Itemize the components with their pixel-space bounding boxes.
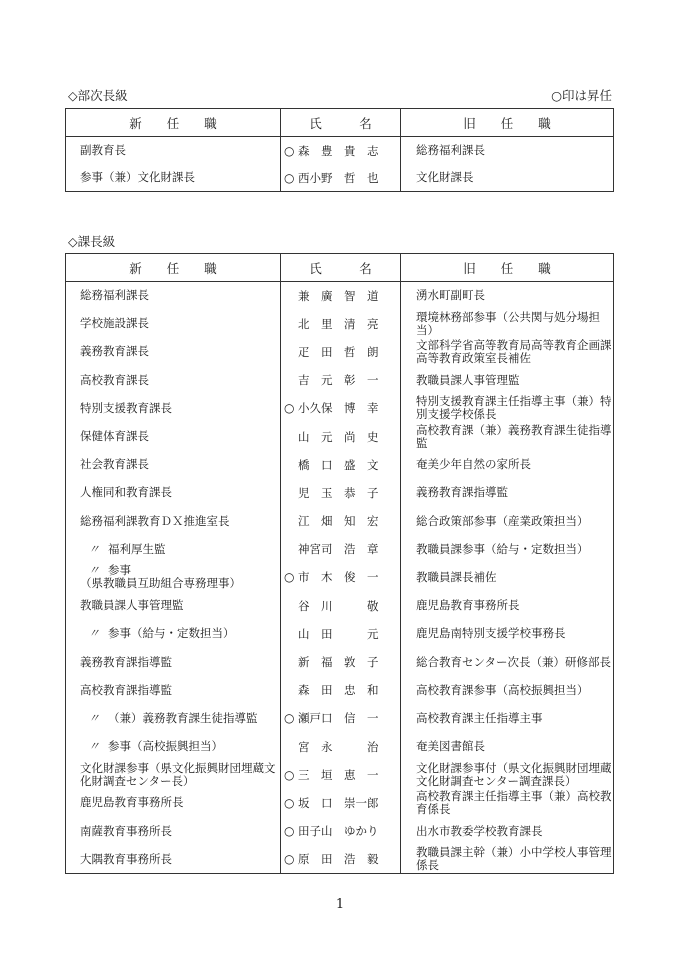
prev-post-cell: 高校教育課参事（高校振興担当） [401, 676, 614, 704]
promotion-mark: ○ [284, 401, 295, 416]
person-name: 市 木 俊 一 [298, 570, 379, 585]
person-name: 神宮司 浩 章 [298, 542, 379, 557]
name-cell [281, 164, 401, 192]
prev-post-cell: 奄美図書館長 [401, 733, 614, 761]
new-post-cell [66, 479, 281, 507]
new-post-text: 社会教育課長 [80, 457, 149, 472]
person-name: 坂 口 崇一郎 [298, 795, 379, 810]
table-row [66, 563, 614, 591]
table-header-row [66, 109, 614, 137]
new-post-cell [66, 845, 281, 873]
new-post-text: 大隅教育事務所長 [80, 851, 172, 866]
promotion-note: ○印は昇任 [551, 88, 612, 103]
new-post-cell [66, 761, 281, 789]
name-cell [281, 366, 401, 394]
table-row [66, 620, 614, 648]
promotion-mark: ○ [284, 711, 295, 726]
prev-post-cell: 高校教育課主任指導主事（兼）高校教育係長 [401, 789, 614, 817]
new-post-text: （兼）義務教育課生徒指導監 [108, 710, 258, 725]
promotion-mark: ○ [284, 170, 295, 185]
table-row [66, 479, 614, 507]
prev-post-cell: 環境林務部参事（公共関与処分場担当） [401, 310, 614, 338]
name-cell [281, 789, 401, 817]
table-row [66, 648, 614, 676]
table-row [66, 366, 614, 394]
new-post-cell [66, 676, 281, 704]
table-row [66, 338, 614, 366]
section-header-bujichou [68, 86, 612, 104]
promotion-mark: ○ [284, 570, 295, 585]
prev-post-cell: 高校教育課（兼）義務教育課生徒指導監 [401, 422, 614, 450]
new-post-cell [66, 394, 281, 422]
table-header-row [66, 254, 614, 282]
name-cell [281, 479, 401, 507]
table-row [66, 535, 614, 563]
prev-post-cell: 教職員課主幹（兼）小中学校人事管理係長 [401, 845, 614, 873]
new-post-cell [66, 733, 281, 761]
new-post-cell [66, 648, 281, 676]
table-row [66, 394, 614, 422]
table-body [66, 282, 614, 874]
name-cell [281, 310, 401, 338]
new-post-text: 義務教育課長 [80, 344, 149, 359]
name-cell [281, 422, 401, 450]
new-post-cell [66, 366, 281, 394]
name-cell [281, 592, 401, 620]
person-name: 山 元 尚 史 [298, 429, 379, 444]
person-name: 森 豊 貴 志 [298, 143, 379, 158]
new-post-cell [66, 137, 281, 165]
person-name: 森 田 忠 和 [298, 683, 379, 698]
new-post-text: 参事（兼）文化財課長 [80, 170, 195, 184]
prev-post-cell: 高校教育課主任指導主事 [401, 704, 614, 732]
name-cell [281, 620, 401, 648]
person-name: 江 畑 知 宏 [298, 514, 379, 529]
header-name: 氏 名 [281, 254, 401, 282]
name-cell [281, 507, 401, 535]
prev-post-cell: 出水市教委学校教育課長 [401, 817, 614, 845]
new-post-cell [66, 338, 281, 366]
new-post-cell [66, 620, 281, 648]
new-post-text: 副教育長 [80, 143, 126, 157]
ditto-mark: 〃 [88, 739, 100, 754]
name-cell [281, 845, 401, 873]
new-post-cell [66, 451, 281, 479]
name-cell [281, 704, 401, 732]
prev-post-cell: 鹿児島教育事務所長 [401, 592, 614, 620]
table-row [66, 845, 614, 873]
prev-post-cell: 奄美少年自然の家所長 [401, 451, 614, 479]
new-post-text: 参事（高校振興担当） [108, 739, 223, 754]
new-post-cell [66, 592, 281, 620]
new-post-text: 参事（給与・定数担当） [108, 626, 235, 641]
prev-post-cell: 文部科学省高等教育局高等教育企画課高等教育政策室長補佐 [401, 338, 614, 366]
prev-post-cell: 総合教育センター次長（兼）研修部長 [401, 648, 614, 676]
new-post-text: 保健体育課長 [80, 429, 149, 444]
table-row [66, 422, 614, 450]
header-prev-post: 旧 任 職 [401, 109, 614, 137]
section-title: ◇部次長級 [68, 88, 128, 103]
table-row [66, 789, 614, 817]
table-row [66, 733, 614, 761]
person-name: 原 田 浩 毅 [298, 852, 379, 867]
name-cell [281, 394, 401, 422]
prev-post-cell: 教職員課長補佐 [401, 563, 614, 591]
new-post-cell [66, 310, 281, 338]
table-row [66, 310, 614, 338]
name-cell [281, 648, 401, 676]
person-name: 北 里 清 亮 [298, 316, 379, 331]
new-post-text: 総務福利課長 [80, 288, 149, 303]
person-name: 田子山 ゆかり [298, 824, 379, 839]
section-header-kachou [68, 232, 612, 250]
new-post-text: 総務福利課教育ＤＸ推進室長 [80, 513, 230, 528]
new-post-text: 人権同和教育課長 [80, 485, 172, 500]
bujichou-table [65, 108, 614, 192]
person-name: 小久保 博 幸 [298, 401, 379, 416]
promotion-mark: ○ [284, 852, 295, 867]
table-row [66, 817, 614, 845]
name-cell [281, 137, 401, 165]
new-post-text: 文化財課参事（県文化振興財団埋蔵文化財調査センター長） [80, 760, 276, 788]
new-post-cell [66, 507, 281, 535]
prev-post-cell: 教職員課人事管理監 [401, 366, 614, 394]
name-cell [281, 338, 401, 366]
ditto-mark: 〃 [88, 626, 100, 641]
table-row [66, 592, 614, 620]
promotion-mark: ○ [284, 795, 295, 810]
table-row [66, 137, 614, 165]
person-name: 三 垣 恵 一 [298, 767, 379, 782]
table-row [66, 676, 614, 704]
person-name: 疋 田 哲 朗 [298, 344, 379, 359]
name-cell [281, 563, 401, 591]
table-row [66, 451, 614, 479]
promotion-mark: ○ [284, 767, 295, 782]
table-row [66, 761, 614, 789]
name-cell [281, 817, 401, 845]
new-post-text: 高校教育課指導監 [80, 682, 172, 697]
person-name: 谷 川 敬 [298, 598, 379, 613]
prev-post-cell: 文化財課長 [401, 164, 614, 192]
name-cell [281, 761, 401, 789]
prev-post-cell: 鹿児島南特別支援学校事務長 [401, 620, 614, 648]
new-post-text: 高校教育課長 [80, 372, 149, 387]
prev-post-cell: 文化財課参事付（県文化振興財団埋蔵文化財調査センター調査課長） [401, 761, 614, 789]
new-post-cell [66, 817, 281, 845]
prev-post-cell: 教職員課参事（給与・定数担当） [401, 535, 614, 563]
new-post-text: 学校施設課長 [80, 316, 149, 331]
header-prev-post: 旧 任 職 [401, 254, 614, 282]
new-post-cell [66, 282, 281, 310]
prev-post-cell: 総務福利課長 [401, 137, 614, 165]
person-name: 瀬戸口 信 一 [298, 711, 379, 726]
name-cell [281, 282, 401, 310]
prev-post-cell: 総合政策部参事（産業政策担当） [401, 507, 614, 535]
new-post-cell [66, 789, 281, 817]
new-post-text: 鹿児島教育事務所長 [80, 795, 184, 810]
person-name: 西小野 哲 也 [298, 170, 379, 185]
person-name: 吉 元 彰 一 [298, 373, 379, 388]
header-new-post: 新 任 職 [66, 254, 281, 282]
new-post-cell [66, 535, 281, 563]
header-new-post: 新 任 職 [66, 109, 281, 137]
person-name: 宮 永 治 [298, 739, 379, 754]
new-post-subtext: （県教職員互助組合専務理事） [80, 576, 241, 591]
person-name: 橋 口 盛 文 [298, 457, 379, 472]
new-post-cell [66, 422, 281, 450]
kachou-table [65, 253, 614, 874]
header-name: 氏 名 [281, 109, 401, 137]
prev-post-cell: 義務教育課指導監 [401, 479, 614, 507]
name-cell [281, 676, 401, 704]
new-post-text: 特別支援教育課長 [80, 400, 172, 415]
promotion-mark: ○ [284, 824, 295, 839]
new-post-text: 南薩教育事務所長 [80, 823, 172, 838]
name-cell [281, 451, 401, 479]
new-post-cell [66, 563, 281, 591]
name-cell [281, 733, 401, 761]
new-post-cell [66, 164, 281, 192]
table-row [66, 507, 614, 535]
ditto-mark: 〃 [88, 710, 100, 725]
new-post-text: 教職員課人事管理監 [80, 598, 184, 613]
ditto-mark: 〃 [88, 563, 100, 578]
name-cell [281, 535, 401, 563]
new-post-text: 福利厚生監 [108, 541, 166, 556]
person-name: 新 福 敦 子 [298, 655, 379, 670]
section-title: ◇課長級 [68, 234, 116, 249]
table-row [66, 704, 614, 732]
person-name: 山 田 元 [298, 626, 379, 641]
promotion-mark: ○ [284, 143, 295, 158]
table-row [66, 282, 614, 310]
new-post-cell [66, 704, 281, 732]
page-number: 1 [335, 897, 345, 912]
table-row [66, 164, 614, 192]
table-body [66, 137, 614, 192]
ditto-mark: 〃 [88, 541, 100, 556]
prev-post-cell: 湧水町副町長 [401, 282, 614, 310]
new-post-text: 義務教育課指導監 [80, 654, 172, 669]
new-post-text: 参事 [108, 563, 131, 578]
prev-post-cell: 特別支援教育課主任指導主事（兼）特別支援学校係長 [401, 394, 614, 422]
person-name: 兼 廣 智 道 [298, 288, 379, 303]
person-name: 児 玉 恭 子 [298, 485, 379, 500]
